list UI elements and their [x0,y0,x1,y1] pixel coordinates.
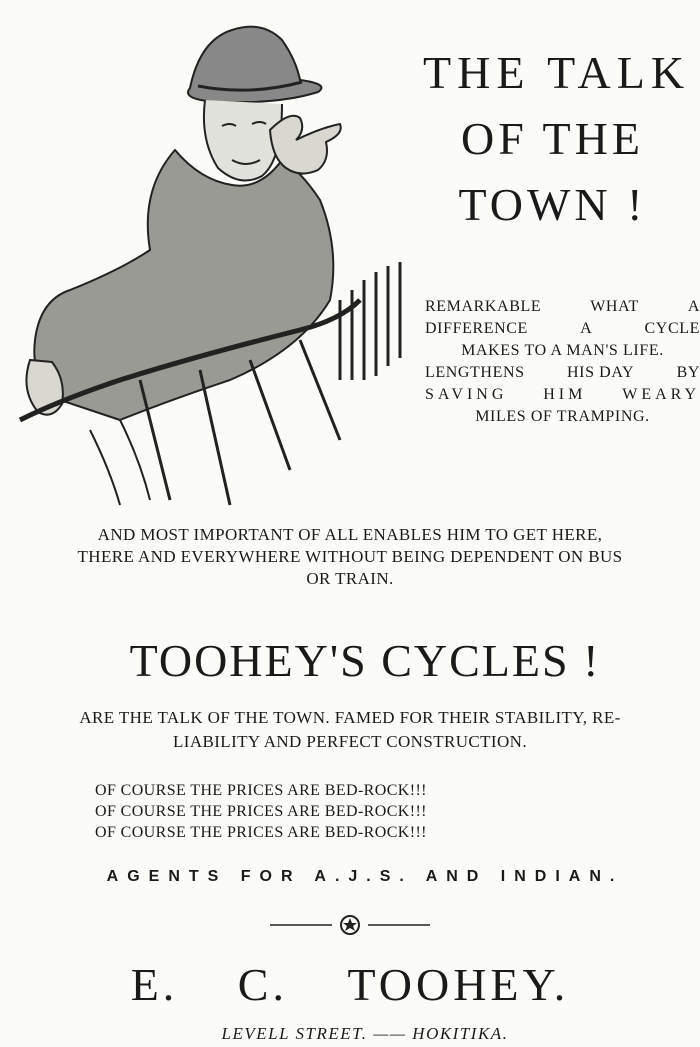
headline-line-2: OF THE [461,113,644,164]
merchant-initial-2: C. [237,959,288,1010]
man-on-bicycle-illustration [0,0,410,510]
lead-line: LENGTHENS HIS DAY BY [425,364,700,381]
headline-line-3: TOWN ! [458,179,647,230]
lead-line: DIFFERENCE A CYCLE [425,320,700,337]
body-line: AND MOST IMPORTANT OF ALL ENABLES HIM TO GET HERE, [97,525,603,544]
body-line: THERE AND EVERYWHERE WITHOUT BEING DEPENDENT ON BUS [77,547,623,566]
body-paragraph-2 [0,706,700,754]
body-line: ARE THE TALK OF THE TOWN. FAMED FOR THEIR STABILITY, RE- [79,708,621,727]
lead-line: SAVING HIM WEARY [425,386,700,403]
star-divider-ornament [270,910,430,940]
merchant-initial-1: E. [130,959,179,1010]
lead-line: MILES OF TRAMPING. [475,408,650,425]
headline-line-1: THE TALK [423,47,691,98]
brand-heading: TOOHEY'S CYCLES ! [129,635,601,686]
merchant-address: LEVELL STREET. —— HOKITIKA. [221,1024,509,1043]
agents-line: AGENTS FOR A.J.S. AND INDIAN. [106,868,624,885]
body-line: OR TRAIN. [306,569,394,588]
body-paragraph-1 [0,524,700,590]
price-line: OF COURSE THE PRICES ARE BED-ROCK!!! [95,782,427,799]
price-line: OF COURSE THE PRICES ARE BED-ROCK!!! [95,824,427,841]
merchant-surname: TOOHEY. [347,959,570,1010]
jacket-shape [34,150,333,420]
price-line: OF COURSE THE PRICES ARE BED-ROCK!!! [95,803,427,820]
merchant-name [0,958,700,1011]
body-line: LIABILITY AND PERFECT CONSTRUCTION. [172,732,527,751]
lead-line: REMARKABLE WHAT A [425,298,700,315]
lead-paragraph [425,296,700,428]
headline [405,40,700,238]
prices-block [95,780,595,843]
lead-line: MAKES TO A MAN'S LIFE. [461,342,664,359]
